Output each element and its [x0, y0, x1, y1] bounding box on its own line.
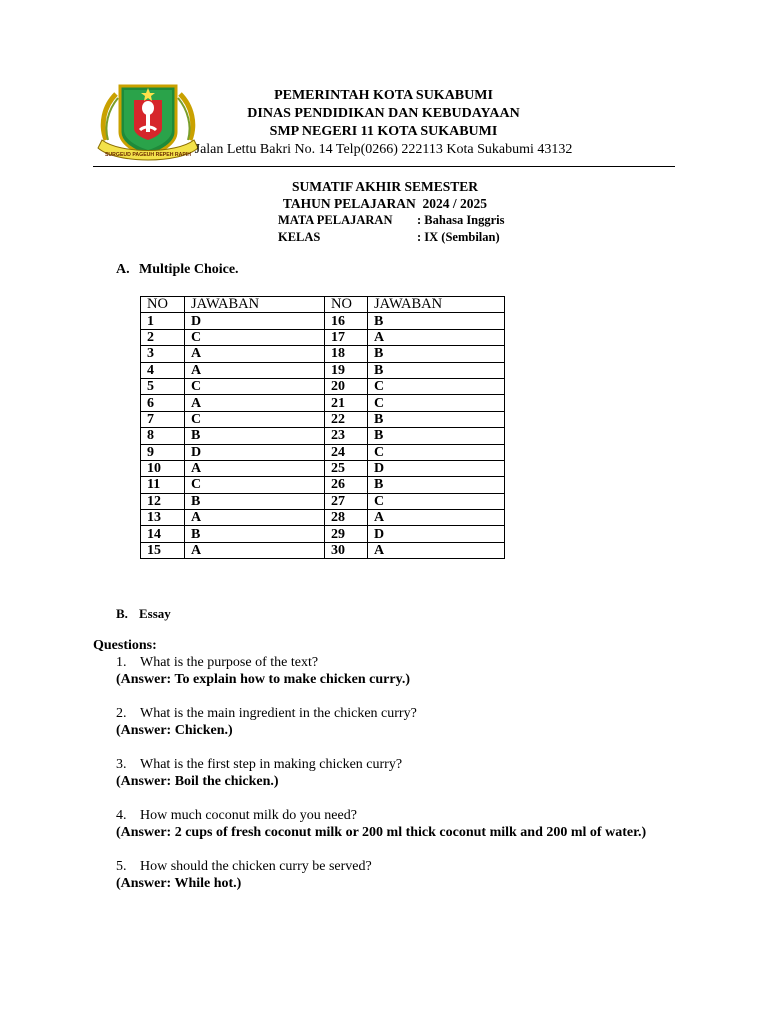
row-answer-left: A	[185, 460, 325, 476]
row-no-left: 12	[141, 493, 185, 509]
row-no-right: 23	[325, 428, 368, 444]
spacer	[93, 841, 673, 858]
row-no-right: 19	[325, 362, 368, 378]
row-answer-left: C	[185, 378, 325, 394]
exam-title: SUMATIF AKHIR SEMESTER	[291, 179, 479, 194]
section-a-title: Multiple Choice.	[139, 262, 239, 277]
section-b-heading	[116, 606, 171, 622]
row-no-right: 16	[325, 313, 368, 329]
row-answer-right: C	[368, 493, 505, 509]
essay-question	[93, 858, 673, 875]
row-answer-right: C	[368, 378, 505, 394]
row-answer-left: A	[185, 510, 325, 526]
school-address: Jalan Lettu Bakri No. 14 Telp(0266) 222113 Kota Sukabumi 43132	[194, 142, 573, 157]
question-text: What is the main ingredient in the chicken curry?	[140, 706, 417, 721]
row-no-left: 5	[141, 378, 185, 394]
essay-item	[93, 858, 673, 892]
school-name: SMP NEGERI 11 KOTA SUKABUMI	[269, 124, 498, 139]
row-no-left: 9	[141, 444, 185, 460]
table-header-row	[141, 297, 505, 313]
table-row	[141, 493, 505, 509]
row-no-right: 24	[325, 444, 368, 460]
spacer	[93, 790, 673, 807]
section-b-title: Essay	[139, 606, 171, 621]
row-answer-left: B	[185, 526, 325, 542]
row-answer-right: B	[368, 313, 505, 329]
table-row	[141, 526, 505, 542]
row-answer-left: C	[185, 329, 325, 345]
table-row	[141, 411, 505, 427]
row-no-right: 20	[325, 378, 368, 394]
exam-meta	[278, 212, 505, 246]
question-text: How much coconut milk do you need?	[140, 808, 357, 823]
row-no-left: 1	[141, 313, 185, 329]
row-answer-right: B	[368, 477, 505, 493]
subject-value: : Bahasa Inggris	[417, 213, 505, 227]
question-text: What is the first step in making chicken curry?	[140, 757, 403, 772]
row-answer-left: B	[185, 428, 325, 444]
row-no-left: 7	[141, 411, 185, 427]
section-a-number: A.	[116, 262, 130, 277]
row-answer-left: D	[185, 313, 325, 329]
question-number: 4.	[116, 808, 127, 823]
row-no-left: 15	[141, 542, 185, 558]
letterhead-divider	[93, 166, 675, 167]
essay-question	[93, 756, 673, 773]
academic-year: TAHUN PELAJARAN 2024 / 2025	[282, 196, 488, 211]
row-no-right: 18	[325, 346, 368, 362]
row-answer-left: B	[185, 493, 325, 509]
header-no-2: NO	[325, 297, 368, 313]
table-row	[141, 477, 505, 493]
essay-answer: (Answer: While hot.)	[116, 876, 242, 891]
class-row	[278, 229, 505, 246]
row-answer-right: B	[368, 362, 505, 378]
row-no-right: 17	[325, 329, 368, 345]
essay-answer: (Answer: 2 cups of fresh coconut milk or 200 ml thick coconut milk and 200 ml of water.)	[116, 825, 647, 840]
table-row	[141, 395, 505, 411]
question-text: What is the purpose of the text?	[140, 655, 319, 670]
header-answer-2: JAWABAN	[368, 297, 505, 313]
table-row	[141, 510, 505, 526]
row-no-right: 22	[325, 411, 368, 427]
letterhead	[190, 87, 577, 159]
row-no-left: 4	[141, 362, 185, 378]
class-value: : IX (Sembilan)	[417, 230, 500, 244]
row-answer-right: C	[368, 444, 505, 460]
row-no-left: 3	[141, 346, 185, 362]
essay-item	[93, 807, 673, 858]
essay-answer: (Answer: Boil the chicken.)	[116, 774, 279, 789]
question-number: 2.	[116, 706, 127, 721]
questions-heading: Questions:	[93, 638, 157, 653]
row-answer-left: C	[185, 411, 325, 427]
exam-title-block	[240, 178, 530, 212]
table-row	[141, 313, 505, 329]
essay-question	[93, 705, 673, 722]
row-answer-right: D	[368, 526, 505, 542]
question-number: 5.	[116, 859, 127, 874]
header-no-1: NO	[141, 297, 185, 313]
row-no-right: 30	[325, 542, 368, 558]
section-a-heading	[116, 262, 239, 278]
row-answer-left: A	[185, 395, 325, 411]
row-no-left: 8	[141, 428, 185, 444]
header-answer-1: JAWABAN	[185, 297, 325, 313]
table-row	[141, 329, 505, 345]
row-answer-right: C	[368, 395, 505, 411]
answer-key-table	[140, 296, 505, 559]
row-answer-left: A	[185, 542, 325, 558]
spacer	[93, 688, 673, 705]
essay-item	[93, 705, 673, 756]
row-no-right: 28	[325, 510, 368, 526]
table-row	[141, 378, 505, 394]
spacer	[93, 739, 673, 756]
essay-question	[93, 807, 673, 824]
row-answer-left: A	[185, 362, 325, 378]
table-row	[141, 428, 505, 444]
row-no-right: 27	[325, 493, 368, 509]
table-row	[141, 362, 505, 378]
row-no-left: 11	[141, 477, 185, 493]
row-no-right: 21	[325, 395, 368, 411]
answer-key-body	[141, 313, 505, 559]
essay-answer: (Answer: Chicken.)	[116, 723, 233, 738]
table-row	[141, 444, 505, 460]
question-number: 3.	[116, 757, 127, 772]
essay-item	[93, 654, 673, 705]
table-row	[141, 346, 505, 362]
row-no-right: 25	[325, 460, 368, 476]
section-b-number: B.	[116, 606, 128, 621]
question-text: How should the chicken curry be served?	[140, 859, 372, 874]
row-no-right: 29	[325, 526, 368, 542]
essay-item	[93, 756, 673, 807]
essay-question	[93, 654, 673, 671]
row-answer-right: A	[368, 542, 505, 558]
question-number: 1.	[116, 655, 127, 670]
row-no-right: 26	[325, 477, 368, 493]
table-row	[141, 460, 505, 476]
row-answer-left: D	[185, 444, 325, 460]
department-name: DINAS PENDIDIKAN DAN KEBUDAYAAN	[247, 106, 520, 121]
row-answer-left: A	[185, 346, 325, 362]
row-answer-right: A	[368, 329, 505, 345]
row-answer-right: D	[368, 460, 505, 476]
city-emblem-icon	[96, 82, 200, 170]
subject-label: MATA PELAJARAN	[278, 213, 393, 227]
row-answer-left: C	[185, 477, 325, 493]
row-answer-right: B	[368, 411, 505, 427]
class-label: KELAS	[278, 230, 321, 244]
row-answer-right: B	[368, 346, 505, 362]
logo-banner-text: SURGEUD PAGEUH REPEH RAPIH	[104, 152, 192, 158]
row-answer-right: A	[368, 510, 505, 526]
row-no-left: 10	[141, 460, 185, 476]
subject-row	[278, 212, 505, 229]
essay-answer: (Answer: To explain how to make chicken curry.)	[116, 672, 410, 687]
row-no-left: 6	[141, 395, 185, 411]
government-name: PEMERINTAH KOTA SUKABUMI	[274, 88, 493, 103]
row-no-left: 2	[141, 329, 185, 345]
row-answer-right: B	[368, 428, 505, 444]
row-no-left: 13	[141, 510, 185, 526]
essay-list	[93, 654, 673, 892]
row-no-left: 14	[141, 526, 185, 542]
table-row	[141, 542, 505, 558]
